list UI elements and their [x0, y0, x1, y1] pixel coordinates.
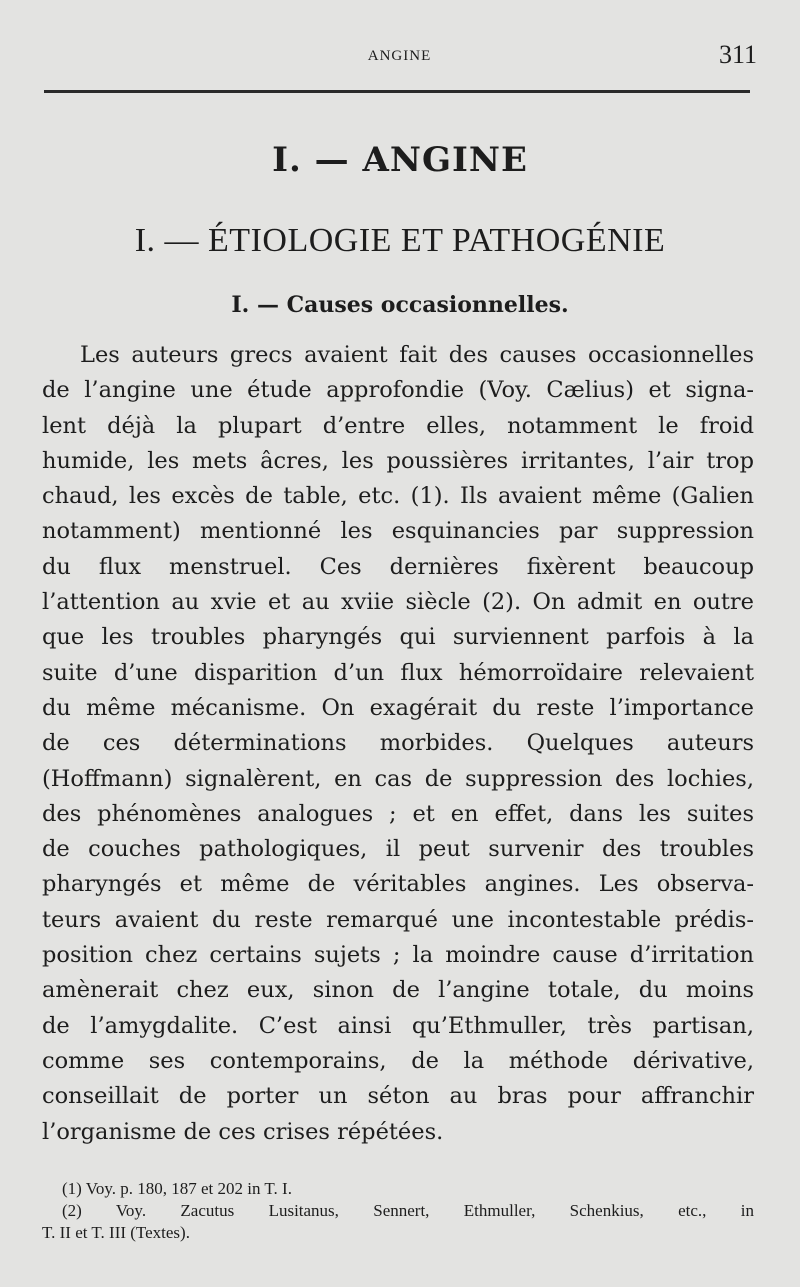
text-line: teurs avaient du reste remarqué une incontestable prédis-: [42, 906, 754, 933]
text-line: position chez certains sujets ; la moindre cause d’irritation: [42, 942, 754, 969]
text-line: l’organisme de ces crises répétées.: [42, 1118, 444, 1145]
running-head: [42, 40, 757, 70]
subsection-heading: I. — Causes occasionnelles.: [231, 292, 569, 318]
text-line: de ces déterminations morbides. Quelques auteurs: [42, 730, 754, 757]
footnotes: [42, 1178, 754, 1244]
text-line: de l’amygdalite. C’est ainsi qu’Ethmuller, très partisan,: [42, 1012, 754, 1039]
body-text: [42, 338, 754, 1150]
text-line: de l’angine une étude approfondie (Voy. Cælius) et signa-: [42, 377, 754, 404]
text-line: suite d’une disparition d’un flux hémorroïdaire relevaient: [42, 659, 754, 686]
chapter-heading: I. — ANGINE: [272, 140, 528, 180]
text-line: chaud, les excès de table, etc. (1). Ils avaient même (Galien: [42, 483, 754, 510]
section-heading: I. — ÉTIOLOGIE ET PATHOGÉNIE: [134, 222, 666, 259]
text-line: (Hoffmann) signalèrent, en cas de suppression des lochies,: [42, 765, 754, 792]
footnote-2: (2) Voy. Zacutus Lusitanus, Sennert, Ethmuller, Schenkius, etc., in: [62, 1201, 754, 1220]
text-line: que les troubles pharyngés qui surviennent parfois à la: [42, 624, 754, 651]
running-head-title: ANGINE: [367, 48, 432, 64]
text-line: du flux menstruel. Ces dernières fixèrent beaucoup: [42, 553, 754, 580]
text-line: lent déjà la plupart d’entre elles, notamment le froid: [42, 412, 754, 439]
text-line: l’attention au xvie et au xviie siècle (2). On admit en outre: [42, 589, 754, 616]
text-line: comme ses contemporains, de la méthode dérivative,: [42, 1047, 754, 1074]
text-line: de couches pathologiques, il peut survenir des troubles: [42, 836, 754, 863]
footnote-1: (1) Voy. p. 180, 187 et 202 in T. I.: [62, 1179, 292, 1198]
page-number: 311: [718, 40, 757, 69]
text-line: conseillait de porter un séton au bras pour affranchir: [42, 1083, 754, 1110]
text-line: humide, les mets âcres, les poussières irritantes, l’air trop: [42, 447, 754, 474]
text-line: des phénomènes analogues ; et en effet, dans les suites: [42, 800, 754, 827]
text-line: amènerait chez eux, sinon de l’angine totale, du moins: [42, 977, 754, 1004]
text-line: Les auteurs grecs avaient fait des causes occasionnelles: [80, 342, 754, 368]
text-line: du même mécanisme. On exagérait du reste l’importance: [42, 694, 754, 721]
text-line: pharyngés et même de véritables angines. Les observa-: [42, 871, 754, 898]
text-line: notamment) mentionné les esquinancies par suppression: [42, 518, 754, 545]
header-rule: [44, 90, 750, 93]
footnote-2-continued: T. II et T. III (Textes).: [42, 1223, 190, 1242]
